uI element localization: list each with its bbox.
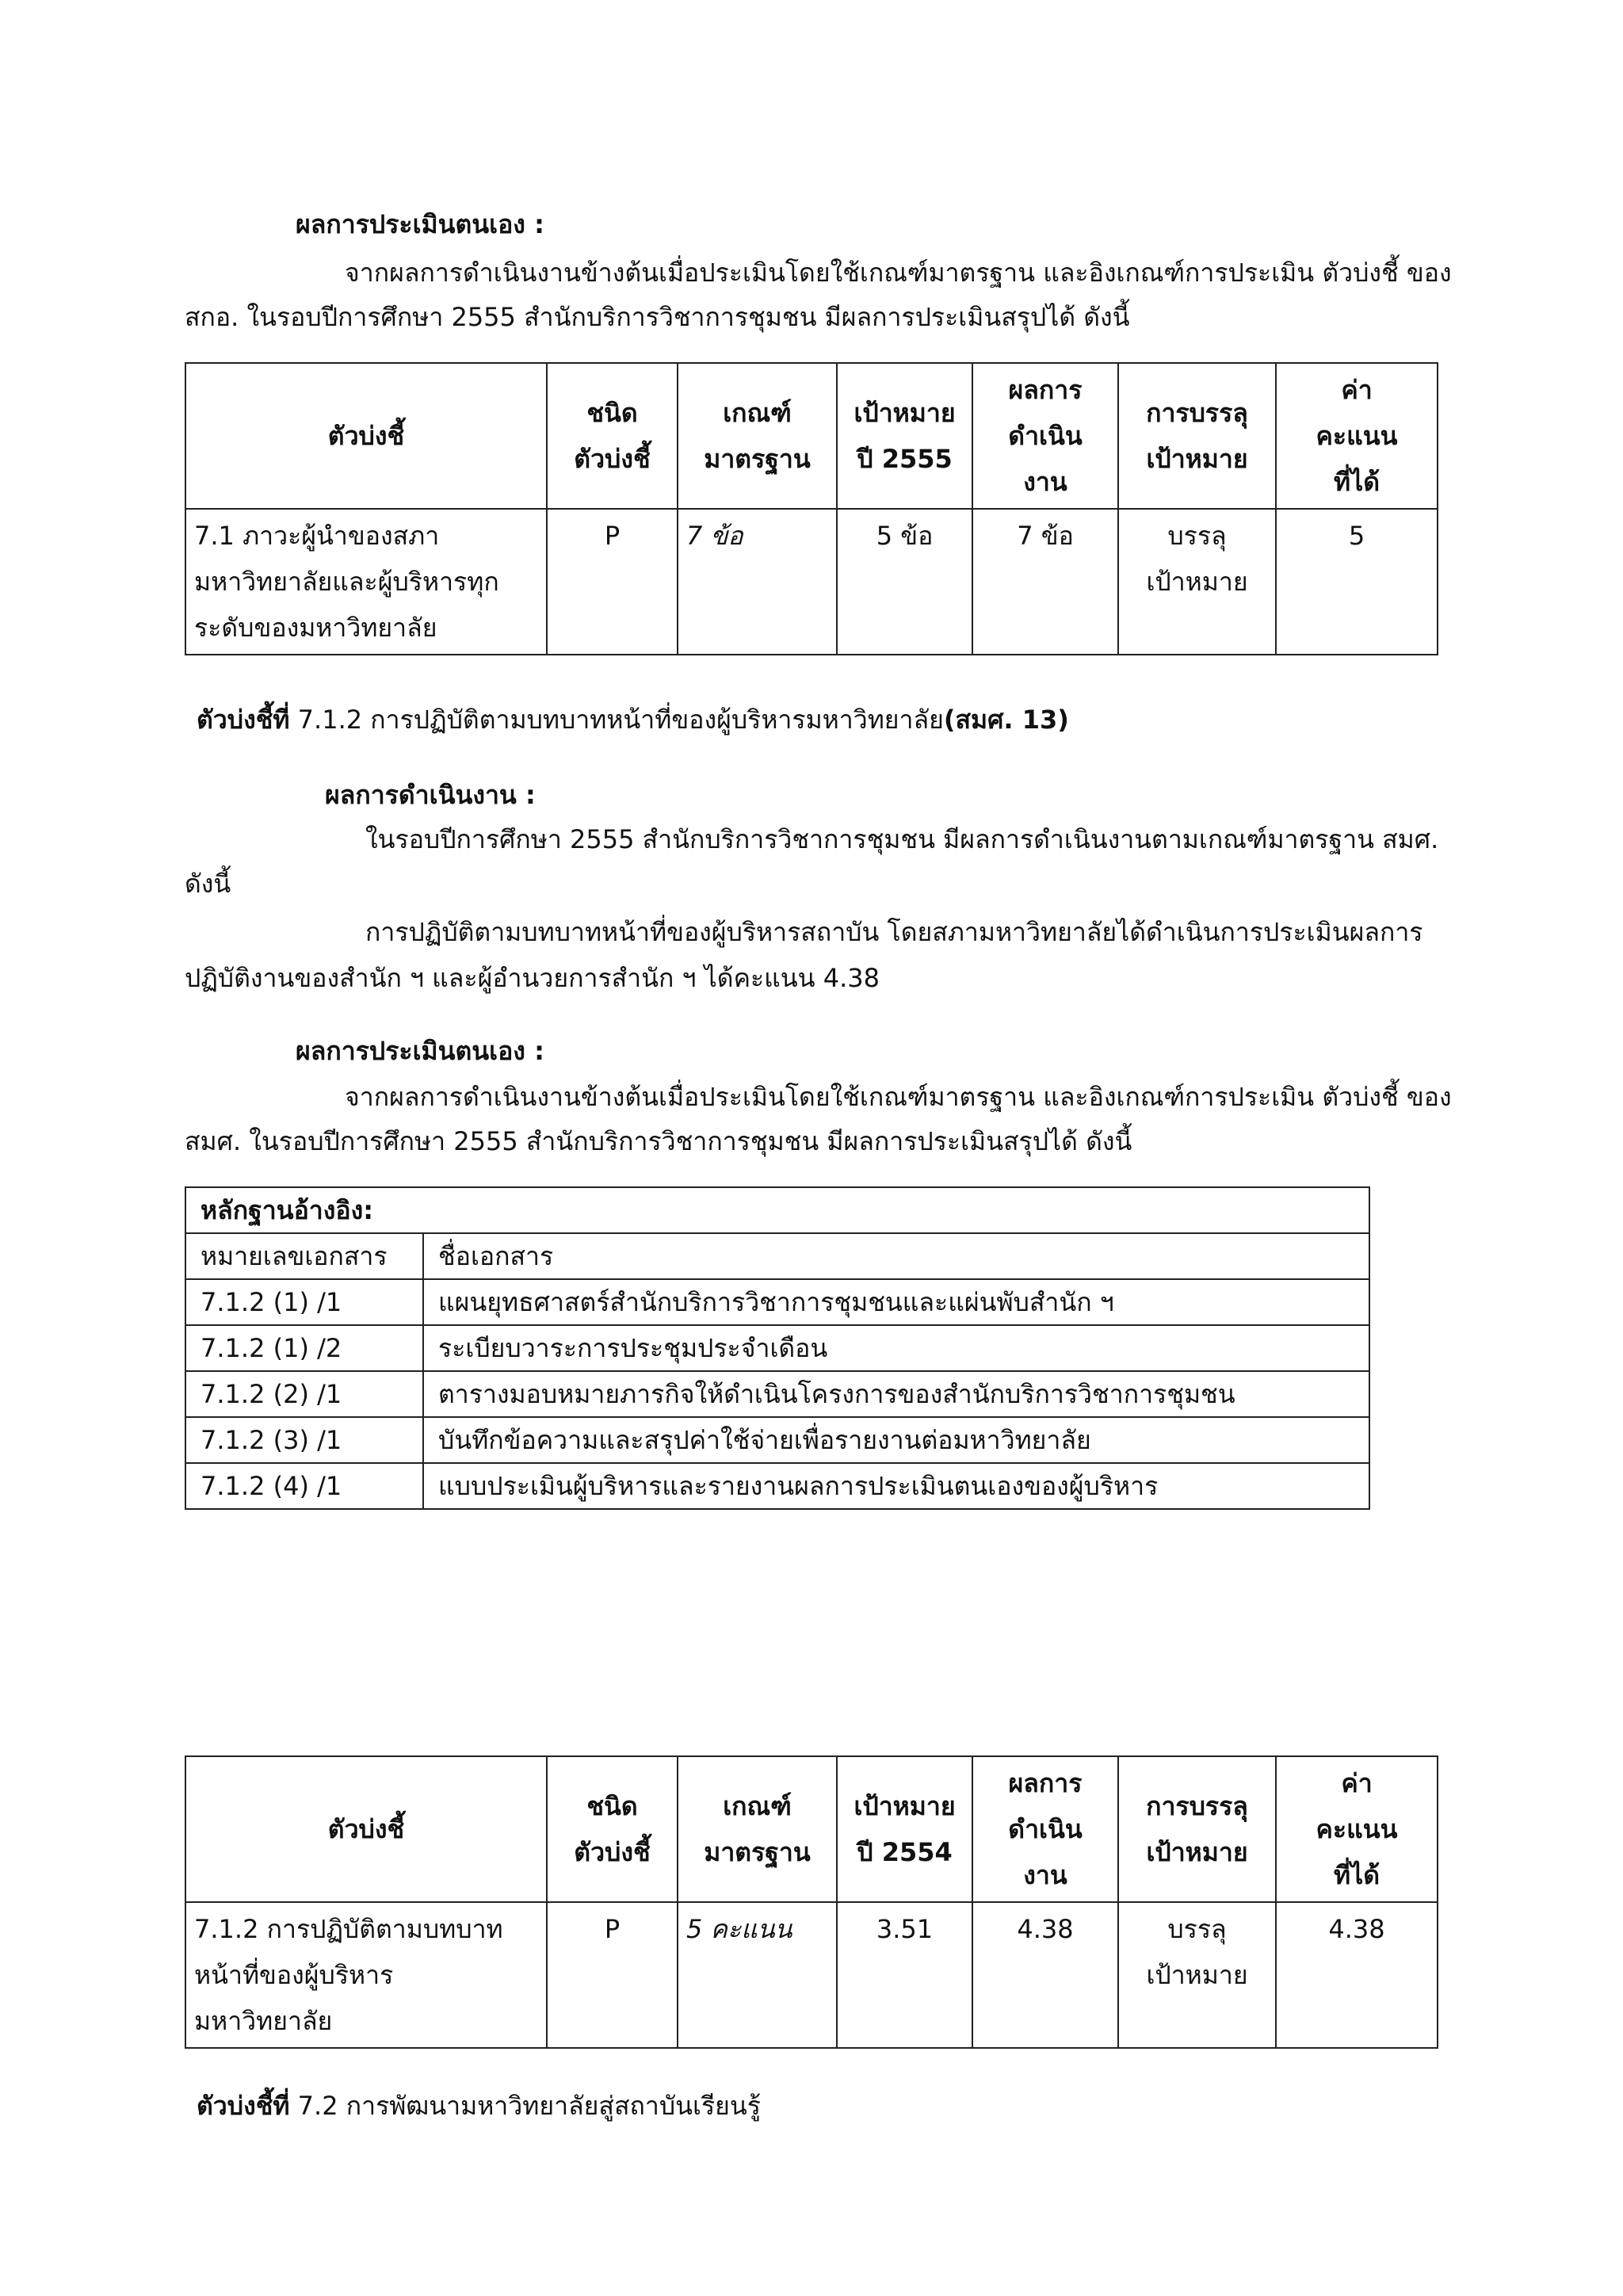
indicator-source: (สมศ. 13) [943, 705, 1069, 735]
cell-type: P [547, 1902, 678, 2048]
self-assessment-paragraph-line: สกอ. ในรอบปีการศึกษา 2555 สำนักบริการวิชาการชุมชน มีผลการประเมินสรุปได้ ดังนี้ [185, 302, 1130, 332]
header-result: ผลการ ดำเนิน งาน [972, 363, 1118, 509]
operation-results-heading: ผลการดำเนินงาน : [325, 780, 536, 810]
cell-type: P [547, 509, 678, 655]
header-score: ค่า คะแนน ที่ได้ [1276, 363, 1438, 509]
references-header-row [185, 1233, 1369, 1279]
operation-paragraph-line: ในรอบปีการศึกษา 2555 สำนักบริการวิชาการชุมชน มีผลการดำเนินงานตามเกณฑ์มาตรฐาน สมศ. [365, 824, 1439, 854]
references-title: หลักฐานอ้างอิง: [185, 1187, 1369, 1233]
header-type: ชนิด ตัวบ่งชี้ [547, 1756, 678, 1902]
cell-result: 7 ข้อ [972, 509, 1118, 655]
doc-name: แบบประเมินผู้บริหารและรายงานผลการประเมินตนเองของผู้บริหาร [423, 1463, 1369, 1509]
doc-number: 7.1.2 (2) /1 [185, 1371, 423, 1417]
indicator-score-table [185, 362, 1438, 655]
self-assessment-paragraph-line: สมศ. ในรอบปีการศึกษา 2555 สำนักบริการวิชาการชุมชน มีผลการประเมินสรุปได้ ดังนี้ [185, 1126, 1132, 1156]
operation-paragraph-line: การปฏิบัติตามบทบาทหน้าที่ของผู้บริหารสถาบัน โดยสภามหาวิทยาลัยได้ดำเนินการประเมินผลการ [365, 917, 1423, 947]
table-row [185, 1371, 1369, 1417]
header-type: ชนิด ตัวบ่งชี้ [547, 363, 678, 509]
header-score: ค่า คะแนน ที่ได้ [1276, 1756, 1438, 1902]
cell-target: 5 ข้อ [837, 509, 972, 655]
table-row [185, 1463, 1369, 1509]
indicator-712-heading [197, 700, 1069, 740]
cell-criteria: 7 ข้อ [678, 509, 837, 655]
header-criteria: เกณฑ์ มาตรฐาน [678, 1756, 837, 1902]
doc-name: บันทึกข้อความและสรุปค่าใช้จ่ายเพื่อรายงานต่อมหาวิทยาลัย [423, 1417, 1369, 1463]
cell-score: 4.38 [1276, 1902, 1438, 2048]
self-assessment-heading: ผลการประเมินตนเอง : [296, 1036, 544, 1066]
indicator-score-table [185, 1755, 1438, 2049]
cell-score: 5 [1276, 509, 1438, 655]
self-assessment-heading: ผลการประเมินตนเอง : [296, 209, 544, 239]
cell-result: 4.38 [972, 1902, 1118, 2048]
self-assessment-paragraph-line: จากผลการดำเนินงานข้างต้นเมื่อประเมินโดยใช้เกณฑ์มาตรฐาน และอิงเกณฑ์การประเมิน ตัวบ่งชี้ ของ [345, 258, 1452, 288]
table-row [185, 509, 1438, 655]
doc-number: 7.1.2 (1) /1 [185, 1279, 423, 1325]
header-result: ผลการ ดำเนิน งาน [972, 1756, 1118, 1902]
indicator-label: ตัวบ่งชี้ที่ [197, 2091, 290, 2121]
table-row [185, 1902, 1438, 2048]
header-target: เป้าหมาย ปี 2555 [837, 363, 972, 509]
references-table [185, 1186, 1370, 1510]
header-indicator: ตัวบ่งชี้ [185, 1756, 547, 1902]
cell-achievement: บรรลุ เป้าหมาย [1118, 1902, 1276, 2048]
doc-number: 7.1.2 (1) /2 [185, 1325, 423, 1371]
indicator-72-heading [197, 2086, 761, 2126]
cell-achievement: บรรลุ เป้าหมาย [1118, 509, 1276, 655]
doc-number: 7.1.2 (3) /1 [185, 1417, 423, 1463]
references-col-name: ชื่อเอกสาร [423, 1233, 1369, 1279]
cell-criteria: 5 คะแนน [678, 1902, 837, 2048]
header-achievement: การบรรลุ เป้าหมาย [1118, 1756, 1276, 1902]
indicator-label: ตัวบ่งชี้ที่ [197, 705, 290, 735]
indicator-title: 7.2 การพัฒนามหาวิทยาลัยสู่สถาบันเรียนรู้ [289, 2091, 761, 2121]
doc-name: ตารางมอบหมายภารกิจให้ดำเนินโครงการของสำนักบริการวิชาการชุมชน [423, 1371, 1369, 1417]
indicator-title: 7.1.2 การปฏิบัติตามบทบาทหน้าที่ของผู้บริหารมหาวิทยาลัย [289, 705, 944, 735]
operation-paragraph-line: ดังนี้ [185, 869, 231, 899]
table-header-row [185, 1756, 1438, 1902]
header-criteria: เกณฑ์ มาตรฐาน [678, 363, 837, 509]
table-row [185, 1325, 1369, 1371]
doc-number: 7.1.2 (4) /1 [185, 1463, 423, 1509]
doc-name: แผนยุทธศาสตร์สำนักบริการวิชาการชุมชนและแผ่นพับสำนัก ฯ [423, 1279, 1369, 1325]
table-row [185, 1417, 1369, 1463]
operation-paragraph-line: ปฏิบัติงานของสำนัก ฯ และผู้อำนวยการสำนัก ฯ ได้คะแนน 4.38 [185, 963, 880, 993]
self-assessment-paragraph-line: จากผลการดำเนินงานข้างต้นเมื่อประเมินโดยใช้เกณฑ์มาตรฐาน และอิงเกณฑ์การประเมิน ตัวบ่งชี้ ของ [345, 1082, 1452, 1112]
table-header-row [185, 363, 1438, 509]
header-target: เป้าหมาย ปี 2554 [837, 1756, 972, 1902]
table-row [185, 1279, 1369, 1325]
references-title-row [185, 1187, 1369, 1233]
references-col-number: หมายเลขเอกสาร [185, 1233, 423, 1279]
cell-indicator: 7.1.2 การปฏิบัติตามบทบาท หน้าที่ของผู้บริหาร มหาวิทยาลัย [185, 1902, 547, 2048]
cell-target: 3.51 [837, 1902, 972, 2048]
doc-name: ระเบียบวาระการประชุมประจำเดือน [423, 1325, 1369, 1371]
cell-indicator: 7.1 ภาวะผู้นำของสภา มหาวิทยาลัยและผู้บริหารทุก ระดับของมหาวิทยาลัย [185, 509, 547, 655]
header-achievement: การบรรลุ เป้าหมาย [1118, 363, 1276, 509]
header-indicator: ตัวบ่งชี้ [185, 363, 547, 509]
